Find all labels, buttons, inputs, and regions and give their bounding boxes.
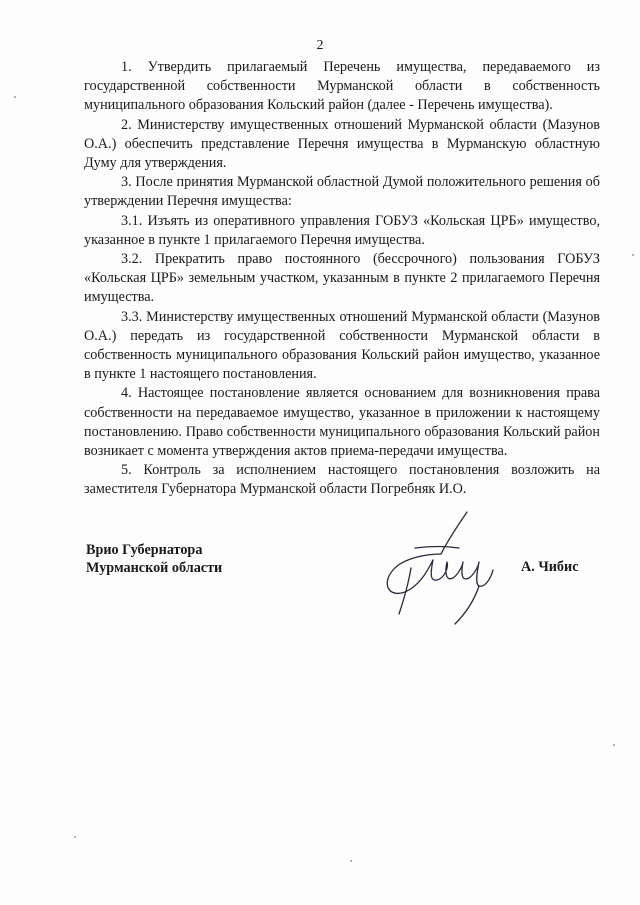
signatory-title-line-1: Врио Губернатора bbox=[86, 542, 203, 558]
signatory-title bbox=[86, 541, 222, 577]
signatory-title-line-2: Мурманской области bbox=[86, 560, 223, 576]
scan-speck bbox=[350, 860, 352, 862]
paragraph-1: 1. Утвердить прилагаемый Перечень имущества, передаваемого из государственной собственности Мурманской области в собственность муниципального образования Кольский район (далее - Перечень имущества). bbox=[84, 59, 600, 114]
document-body bbox=[84, 58, 600, 500]
handwritten-signature bbox=[375, 508, 505, 634]
page-number: 2 bbox=[316, 38, 324, 53]
signatory-name: А. Чибис bbox=[521, 559, 579, 575]
paragraph-3: 3. После принятия Мурманской областной Думой положительного решения об утверждении Перечня имущества: bbox=[84, 174, 600, 210]
paragraph-2: 2. Министерству имущественных отношений Мурманской области (Мазунов О.А.) обеспечить представление Перечня имущества в Мурманскую областную Думу для утверждения. bbox=[84, 116, 600, 172]
scan-speck bbox=[632, 254, 634, 256]
scan-speck bbox=[74, 836, 76, 838]
paragraph-3-1: 3.1. Изъять из оперативного управления ГОБУЗ «Кольская ЦРБ» имущество, указанное в пункте 1 прилагаемого Перечня имущества. bbox=[84, 212, 600, 248]
paragraph-5: 5. Контроль за исполнением настоящего постановления возложить на заместителя Губернатора Мурманской области Погребняк И.О. bbox=[84, 462, 600, 498]
scan-speck bbox=[14, 96, 16, 98]
scan-speck bbox=[613, 744, 615, 746]
paragraph-4: 4. Настоящее постановление является основанием для возникновения права собственности на передаваемое имущество, указанное в приложении к настоящему постановлению. Право собственности муниципального образования Кольский район возникает с момента утверждения актов приема-передачи имущества. bbox=[84, 385, 600, 460]
paragraph-3-3: 3.3. Министерству имущественных отношений Мурманской области (Мазунов О.А.) передать из государственной собственности Мурманской области в собственность муниципального образования Кольский район имущество, указанное в пункте 1 настоящего постановления. bbox=[84, 308, 600, 383]
paragraph-3-2: 3.2. Прекратить право постоянного (бессрочного) пользования ГОБУЗ «Кольская ЦРБ» земельным участком, указанным в пункте 2 прилагаемого Перечня имущества. bbox=[84, 251, 600, 306]
